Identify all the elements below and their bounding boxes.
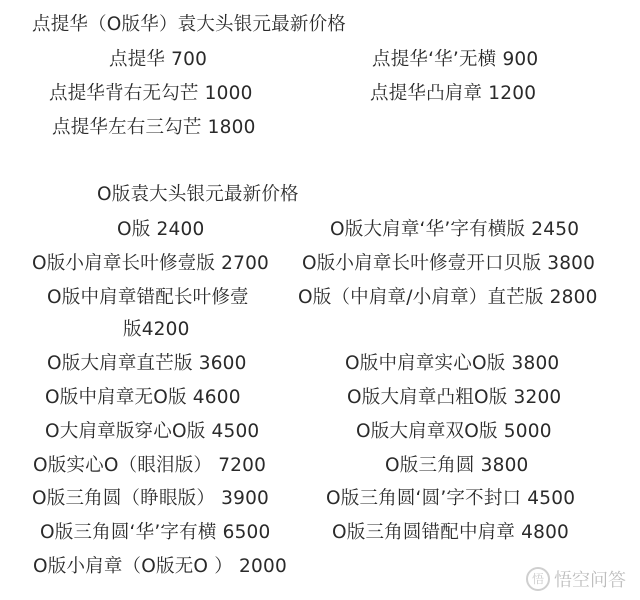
- price-item: O版（中肩章/小肩章）直芒版 2800: [298, 287, 598, 308]
- price-item: O版 2400: [117, 219, 205, 240]
- price-item: O版三角圆 3800: [385, 455, 529, 476]
- price-item: 点提华背右无勾芒 1000: [49, 83, 253, 104]
- price-item: O版三角圆‘华’字有横 6500: [40, 522, 271, 543]
- price-item: O版小肩章（O版无O ） 2000: [33, 556, 287, 577]
- price-item: O版大肩章凸粗O版 3200: [347, 387, 562, 408]
- price-item: 点提华‘华’无横 900: [372, 49, 539, 70]
- price-item: O版小肩章长叶修壹版 2700: [32, 253, 270, 274]
- price-item: O版中肩章无O版 4600: [45, 387, 241, 408]
- price-item: O版小肩章长叶修壹开口贝版 3800: [302, 253, 596, 274]
- price-item-continuation: 版4200: [123, 319, 190, 340]
- price-item: O版三角圆‘圆’字不封口 4500: [326, 488, 576, 509]
- watermark-logo-text: 悟: [531, 572, 544, 586]
- wukong-logo-icon: [526, 567, 550, 591]
- price-item: O版三角圆错配中肩章 4800: [332, 522, 570, 543]
- price-item: O版中肩章实心O版 3800: [345, 353, 560, 374]
- section1-title: 点提华（O版华）袁大头银元最新价格: [32, 14, 346, 35]
- price-item: O大肩章版穿心O版 4500: [45, 421, 260, 442]
- price-item: O版中肩章错配长叶修壹: [47, 287, 249, 308]
- price-item: O版实心O（眼泪版） 7200: [33, 455, 267, 476]
- watermark-text: 悟空问答: [554, 570, 626, 591]
- price-item: 点提华 700: [109, 49, 208, 70]
- price-item: O版大肩章‘华’字有横版 2450: [330, 219, 580, 240]
- price-item: 点提华凸肩章 1200: [370, 83, 537, 104]
- price-item: O版大肩章双O版 5000: [356, 421, 552, 442]
- price-item: O版三角圆（睁眼版） 3900: [32, 488, 270, 509]
- watermark: [526, 566, 626, 592]
- price-item: O版大肩章直芒版 3600: [47, 353, 247, 374]
- price-item: 点提华左右三勾芒 1800: [52, 117, 256, 138]
- section2-title: O版袁大头银元最新价格: [97, 184, 299, 205]
